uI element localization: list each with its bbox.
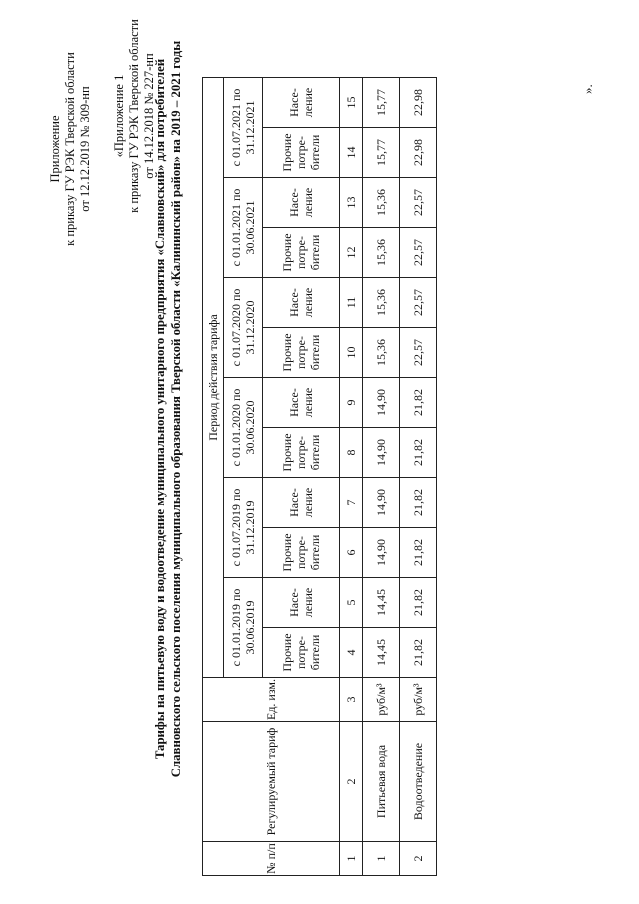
tariff-value: 15,36 <box>363 278 400 328</box>
tariff-value: 22,57 <box>400 178 437 228</box>
old-appendix-label: «Приложение 1 <box>112 74 126 158</box>
old-appendix-order: к приказу ГУ РЭК Тверской области <box>127 19 141 213</box>
tariff-value: 15,36 <box>363 328 400 378</box>
tariff-value: 21,82 <box>400 578 437 628</box>
tariff-value: 15,77 <box>363 128 400 178</box>
appendix-label: Приложение <box>48 115 62 183</box>
header-unit: Ед. изм. <box>203 678 340 722</box>
tariff-value: 21,82 <box>400 378 437 428</box>
tariff-value: 22,57 <box>400 278 437 328</box>
index-cell: 12 <box>340 228 363 278</box>
document-title <box>152 0 184 824</box>
row-tariff-name: Водоотведение <box>400 722 437 842</box>
index-cell: 1 <box>340 842 363 876</box>
tariff-value: 21,82 <box>400 628 437 678</box>
tariff-value: 22,57 <box>400 328 437 378</box>
tariff-value: 14,45 <box>363 578 400 628</box>
sub-other-3: Прочие потре- бители <box>263 428 340 478</box>
appendix-date: от 12.12.2019 № 309-нп <box>78 86 92 212</box>
index-cell: 13 <box>340 178 363 228</box>
period-3: с 01.01.2020 по 30.06.2020 <box>224 378 263 478</box>
table-row-water <box>363 78 400 876</box>
sub-population-4: Насе- ление <box>263 278 340 328</box>
period-1: с 01.01.2019 по 30.06.2019 <box>224 578 263 678</box>
row-num: 1 <box>363 842 400 876</box>
index-cell: 11 <box>340 278 363 328</box>
appendix-header <box>48 34 93 264</box>
tariff-value: 14,90 <box>363 428 400 478</box>
sub-other-2: Прочие потре- бители <box>263 528 340 578</box>
tariff-value: 14,90 <box>363 528 400 578</box>
period-6: с 01.07.2021 по 31.12.2021 <box>224 78 263 178</box>
index-cell: 14 <box>340 128 363 178</box>
tariff-value: 21,82 <box>400 528 437 578</box>
row-num: 2 <box>400 842 437 876</box>
tariff-value: 14,45 <box>363 628 400 678</box>
tariff-value: 14,90 <box>363 478 400 528</box>
index-cell: 3 <box>340 678 363 722</box>
row-tariff-name: Питьевая вода <box>363 722 400 842</box>
row-unit: руб/м³ <box>363 678 400 722</box>
period-2: с 01.07.2019 по 31.12.2019 <box>224 478 263 578</box>
sub-population-2: Насе- ление <box>263 478 340 528</box>
header-row-top <box>203 78 224 876</box>
index-cell: 10 <box>340 328 363 378</box>
tariff-value: 15,36 <box>363 178 400 228</box>
sub-other-6: Прочие потре- бители <box>263 128 340 178</box>
tariff-value: 22,98 <box>400 78 437 128</box>
index-cell: 7 <box>340 478 363 528</box>
index-cell: 5 <box>340 578 363 628</box>
sub-other-1: Прочие потре- бители <box>263 628 340 678</box>
sub-population-1: Насе- ление <box>263 578 340 628</box>
table-row-sewerage <box>400 78 437 876</box>
index-cell: 2 <box>340 722 363 842</box>
header-tariff: Регулируемый тариф <box>203 722 340 842</box>
tariff-value: 22,57 <box>400 228 437 278</box>
index-cell: 8 <box>340 428 363 478</box>
index-cell: 4 <box>340 628 363 678</box>
closing-quote: ». <box>580 84 595 94</box>
old-appendix-date: от 14.12.2018 № 227-нп <box>142 53 156 179</box>
index-cell: 6 <box>340 528 363 578</box>
row-unit: руб/м³ <box>400 678 437 722</box>
tariff-value: 21,82 <box>400 478 437 528</box>
sub-other-4: Прочие потре- бители <box>263 328 340 378</box>
index-cell: 15 <box>340 78 363 128</box>
index-cell: 9 <box>340 378 363 428</box>
sub-population-5: Насе- ление <box>263 178 340 228</box>
header-period: Период действия тарифа <box>203 78 224 678</box>
period-4: с 01.07.2020 по 31.12.2020 <box>224 278 263 378</box>
title-line-1: Тарифы на питьевую воду и водоотведение муниципального унитарного предприятия «Славновский» для потребителей <box>153 58 167 760</box>
tariff-value: 21,82 <box>400 428 437 478</box>
tariff-value: 15,36 <box>363 228 400 278</box>
old-appendix-header <box>112 8 157 224</box>
appendix-order: к приказу ГУ РЭК Тверской области <box>63 52 77 246</box>
title-line-2: Славновского сельского поселения муниципального образования Тверской области «Калининский район» на 2019 – 2021 годы <box>169 40 183 778</box>
index-row <box>340 78 363 876</box>
sub-other-5: Прочие потре- бители <box>263 228 340 278</box>
period-5: с 01.01.2021 по 30.06.2021 <box>224 178 263 278</box>
sub-population-6: Насе- ление <box>263 78 340 128</box>
tariff-value: 22,98 <box>400 128 437 178</box>
tariff-value: 15,77 <box>363 78 400 128</box>
header-num: № п/п <box>203 842 340 876</box>
tariff-value: 14,90 <box>363 378 400 428</box>
sub-population-3: Насе- ление <box>263 378 340 428</box>
tariff-table <box>202 77 437 876</box>
